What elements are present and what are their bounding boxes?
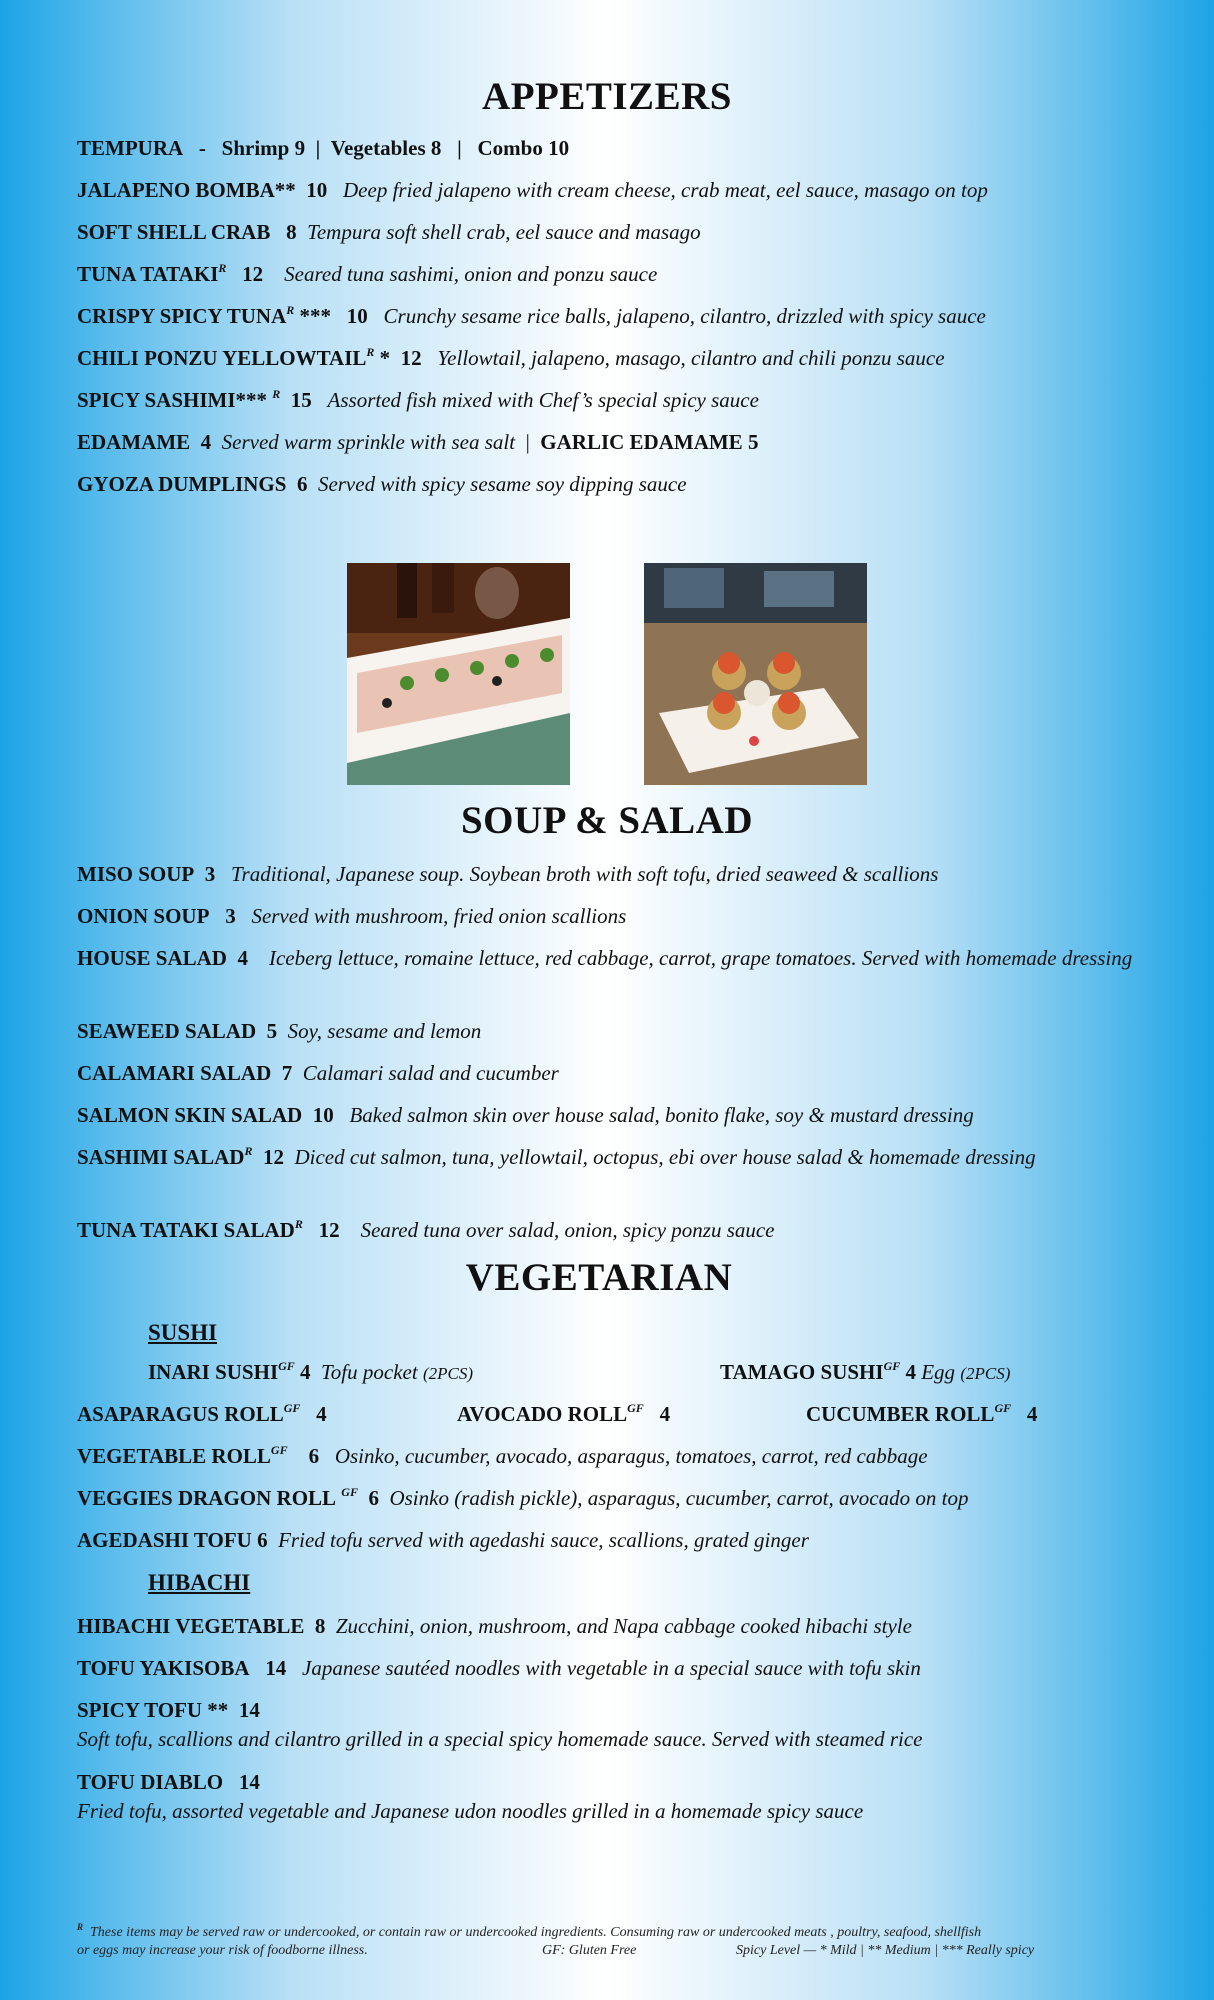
rolls-row (77, 1400, 1166, 1442)
menu-item-miso-soup: MISO SOUP 3 Traditional, Japanese soup. Soybean broth with soft tofu, dried seaweed & scallions (77, 862, 939, 886)
menu-item-seaweed-salad: SEAWEED SALAD 5 Soy, sesame and lemon (77, 1019, 482, 1043)
menu-item-hibachi-vegetable: HIBACHI VEGETABLE 8 Zucchini, onion, mushroom, and Napa cabbage cooked hibachi style (77, 1614, 912, 1638)
menu-item-veggies-dragon-roll: VEGGIES DRAGON ROLL $^{GF}$ 6 Osinko (radish pickle), asparagus, cucumber, carrot, avocado on top (77, 1485, 969, 1510)
menu-item-vegetable-roll: VEGETABLE $ROLL^{GF}$ 6 Osinko, cucumber, avocado, asparagus, tomatoes, carrot, red cabbage (77, 1443, 928, 1468)
menu-item-jalapeno-bomba: JALAPENO BOMBA** 10 Deep fried jalapeno with cream cheese, crab meat, eel sauce, masago on top (77, 178, 988, 202)
menu-item-asparagus-roll: ASAPARAGUS $ROLL^{GF}$ 4 (77, 1401, 327, 1426)
menu-item-calamari-salad: CALAMARI SALAD 7 Calamari salad and cucumber (77, 1061, 559, 1085)
menu-item-sashimi-salad: SASHIMI $SALAD^R$ 12 Diced cut salmon, tuna, yellowtail, octopus, ebi over house salad & homemade dressing (77, 1144, 1036, 1169)
menu-item-chili-ponzu-yellowtail: CHILI PONZU $YELLOWTAIL^R * 12$ Yellowtail, jalapeno, masago, cilantro and chili ponzu sauce (77, 345, 945, 370)
menu-item-cucumber-roll: CUCUMBER $ROLL^{GF}$ 4 (806, 1401, 1038, 1426)
vegetarian-heading: VEGETARIAN (465, 1256, 733, 1299)
menu-item-edamame: EDAMAME 4 Served warm sprinkle with sea salt | GARLIC EDAMAME 5 (77, 430, 759, 454)
yellowtail-dish-photo (347, 563, 570, 785)
menu-item-tofu-diablo: TOFU DIABLO 14 Fried tofu, assorted vegetable and Japanese udon noodles grilled in a homemade spicy sauce (77, 1770, 864, 1823)
menu-item-salmon-skin-salad: SALMON SKIN SALAD 10 Baked salmon skin over house salad, bonito flake, soy & mustard dressing (77, 1103, 974, 1127)
vegetarian-list (0, 1318, 1214, 1840)
menu-item-inari-sushi: INARI $SUSHI^{GF}$ 4 Tofu pocket (2PCS) (148, 1359, 473, 1384)
footer-line-1: $^R$ These items may be served raw or undercooked, or contain raw or undercooked ingredients. Consuming raw or undercooked meats , poultry, seafood, shellfish (77, 1922, 982, 1940)
menu-item-avocado-roll: AVOCADO $ROLL^{GF}$ 4 (457, 1401, 671, 1426)
footer-disclaimer (77, 1924, 1114, 1960)
appetizers-heading: APPETIZERS (482, 75, 732, 118)
menu-item-tuna-tataki-salad: TUNA TATAKI $SALAD^R$ 12 Seared tuna over salad, onion, spicy ponzu sauce (77, 1217, 775, 1242)
menu-item-agedashi-tofu: AGEDASHI TOFU 6 Fried tofu served with agedashi sauce, scallions, grated ginger (77, 1528, 809, 1552)
menu-item-tempura: TEMPURA - Shrimp 9 | Vegetables 8 | Combo 10 (77, 136, 570, 160)
menu-item-tofu-yakisoba: TOFU YAKISOBA 14 Japanese sautéed noodles with vegetable in a special sauce with tofu skin (77, 1656, 921, 1680)
menu-item-onion-soup: ONION SOUP 3 Served with mushroom, fried onion scallions (77, 904, 627, 928)
menu-item-soft-shell-crab: SOFT SHELL CRAB 8 Tempura soft shell crab, eel sauce and masago (77, 220, 701, 244)
menu-item-spicy-sashimi: SPICY SASHIMI*** $^R$ 15 Assorted fish mixed with Chef’s special spicy sauce (77, 387, 759, 412)
sushi-subheading: SUSHI (148, 1320, 218, 1345)
menu-item-tuna-tataki: TUNA $TATAKI^R$ 12 Seared tuna sashimi, onion and ponzu sauce (77, 261, 658, 286)
menu-item-crispy-spicy-tuna: CRISPY SPICY $TUNA^R$ *** 10 Crunchy sesame rice balls, jalapeno, cilantro, drizzled with spicy sauce (77, 303, 986, 328)
menu-item-spicy-tofu: SPICY TOFU ** 14 Soft tofu, scallions and cilantro grilled in a special spicy homemade sauce. Served with steamed rice (77, 1698, 923, 1751)
soup-salad-list (0, 860, 1214, 1258)
hibachi-subheading: HIBACHI (148, 1570, 251, 1595)
menu-item-gyoza-dumplings: GYOZA DUMPLINGS 6 Served with spicy sesame soy dipping sauce (77, 472, 687, 496)
crispy-rice-dish-photo (644, 563, 867, 785)
menu-item-tamago-sushi: TAMAGO $SUSHI^{GF}$ 4 Egg (2PCS) (720, 1359, 1011, 1384)
food-photos (0, 563, 1214, 785)
menu-item-house-salad: HOUSE SALAD 4 Iceberg lettuce, romaine lettuce, red cabbage, carrot, grape tomatoes. Served with homemade dressing (77, 946, 1133, 970)
soup-salad-heading: SOUP & SALAD (460, 799, 754, 842)
spicy-level-legend: Spicy Level — * Mild | ** Medium | *** Really spicy (736, 1943, 1035, 1958)
sushi-pair-row (148, 1358, 1166, 1400)
gluten-free-legend: GF: Gluten Free (542, 1943, 637, 1958)
footer-line-2: or eggs may increase your risk of foodborne illness. GF: Gluten Free Spicy Level — * Mild | ** Medium | *** Really spicy (77, 1943, 1035, 1958)
appetizers-list (0, 134, 1214, 512)
